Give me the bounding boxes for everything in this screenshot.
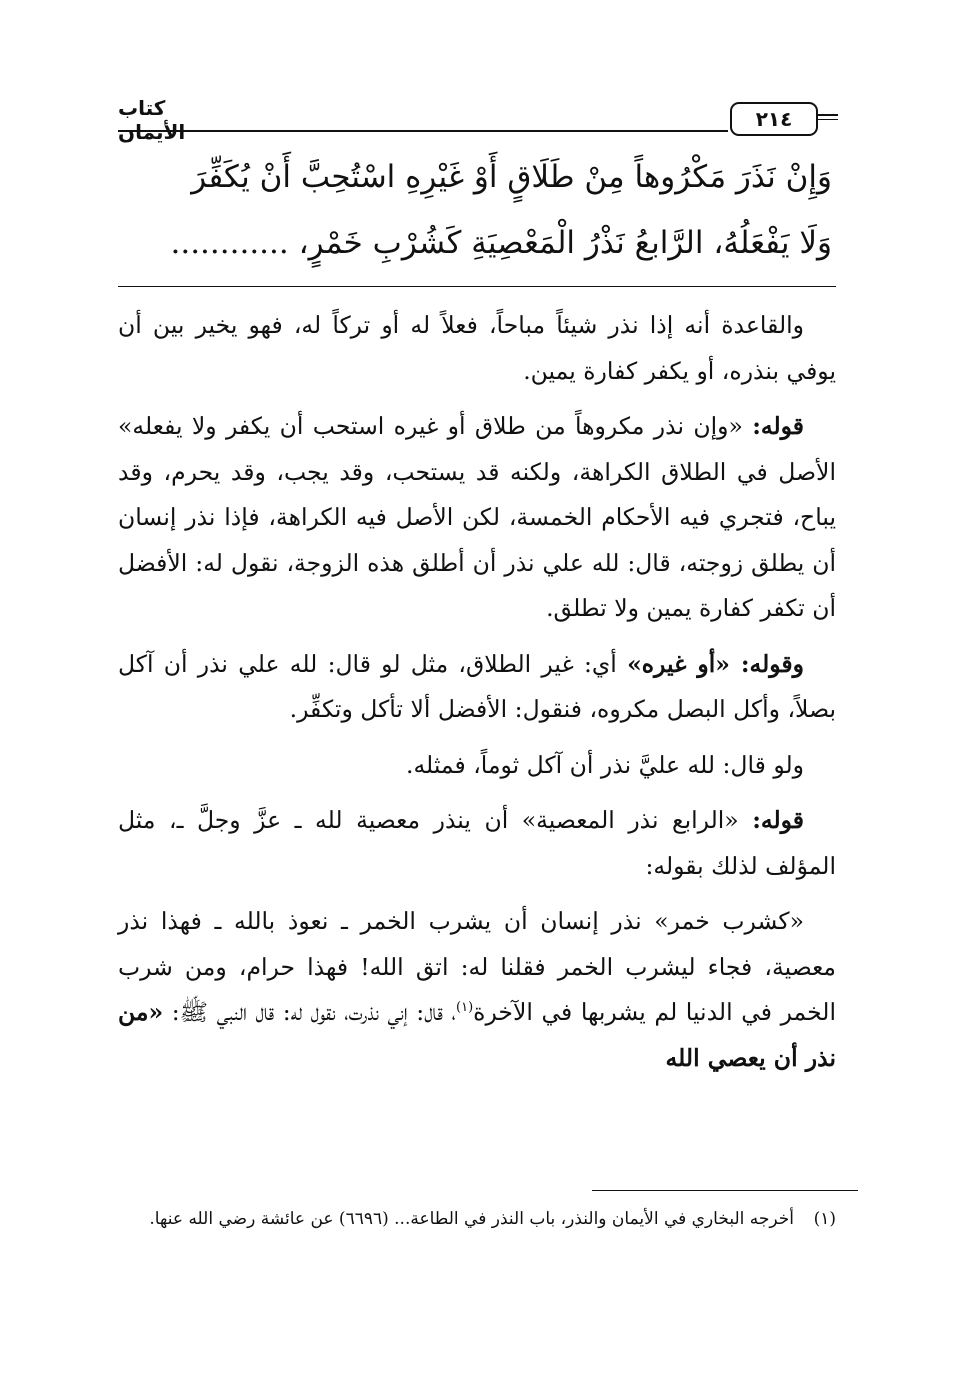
paragraph-5: [118, 798, 836, 889]
paragraph-2: [118, 404, 836, 632]
paragraph-3: [118, 642, 836, 733]
paragraph-2-lead: قوله:: [752, 412, 804, 440]
paragraph-3-text: أي: غير الطلاق، مثل لو قال: لله علي نذر أن آكل بصلاً، وأكل البصل مكروه، فنقول: الأفضل ألا تأكل وتكفِّر.: [118, 649, 836, 723]
page-number: ٢١٤: [730, 102, 818, 136]
footnote-reference[interactable]: (١): [456, 1000, 474, 1016]
footnote-1-marker: (١): [813, 1209, 836, 1229]
paragraph-3-lead: وقوله:: [740, 649, 804, 678]
matn-text: [118, 144, 836, 276]
footnote-1-text: أخرجه البخاري في الأيمان والنذر، باب النذر في الطاعة... (٦٦٩٦) عن عائشة رضي الله عنها.: [149, 1209, 794, 1229]
matn-line-1: وَإِنْ نَذَرَ مَكْرُوهاً مِنْ طَلَاقٍ أَوْ غَيْرِهِ اسْتُحِبَّ أَنْ يُكَفِّرَ: [191, 159, 832, 195]
book-title: كتاب الأيمان: [118, 96, 186, 144]
paragraph-5-lead: قوله:: [752, 806, 804, 834]
paragraph-1-text: والقاعدة أنه إذا نذر شيئاً مباحاً، فعلاً له أو تركاً له، فهو يخير بين أن يوفي بنذره، أو يكفر كفارة يمين.: [118, 311, 836, 385]
paragraph-5-text: أن ينذر معصية لله ـ عزَّ وجلَّ ـ، مثل المؤلف لذلك بقوله:: [118, 806, 836, 880]
paragraph-2-text: «وإن نذر مكروهاً من طلاق أو غيره استحب أن يكفر ولا يفعله» الأصل في الطلاق الكراهة، ولكنه قد يستحب، وقد يجب، وقد يحرم، وقد يباح، فتجري فيه الأحكام الخمسة، لكن الأصل فيه الكراهة، فإذا نذر إنسان أن يطلق زوجته، قال: لله علي نذر أن أطلق هذه الزوجة، نقول له: الأفضل أن تكفر كفارة يمين ولا تطلق.: [118, 412, 836, 622]
footnotes: [118, 1200, 836, 1238]
page: [118, 92, 836, 1091]
paragraph-3-quote: «أو غيره»: [627, 649, 741, 678]
paragraph-6-quote: «كشرب خمر»: [654, 907, 804, 935]
paragraph-6: [118, 899, 836, 1081]
paragraph-6-text-b: ، قال: إني نذرت، نقول له: قال النبي ﷺ:: [163, 998, 456, 1026]
paragraph-6-text-a: نذر إنسان أن يشرب الخمر ـ نعوذ بالله ـ فهذا نذر معصية، فجاء ليشرب الخمر فقلنا له: اتق الله! فهذا حرام، ومن شرب الخمر في الدنيا لم يشربها في الآخرة: [118, 907, 836, 1026]
footnote-1: [118, 1200, 836, 1238]
header-rule-left: [816, 114, 838, 120]
page-header: [118, 92, 836, 144]
footnote-rule: [592, 1190, 858, 1191]
matn-line-2: وَلَا يَفْعَلُهُ، الرَّابعُ نَذْرُ الْمَعْصِيَةِ كَشُرْبِ خَمْرٍ، ............: [170, 225, 832, 261]
paragraph-1: [118, 303, 836, 394]
matn-separator: [118, 286, 836, 287]
paragraph-4-text: ولو قال: لله عليَّ نذر أن آكل ثوماً، فمثله.: [405, 750, 804, 779]
paragraph-5-quote: «الرابع نذر المعصية»: [521, 806, 753, 834]
paragraph-4: [118, 743, 836, 789]
paragraph-6-hadith: «من نذر أن يعصي الله: [118, 998, 836, 1072]
